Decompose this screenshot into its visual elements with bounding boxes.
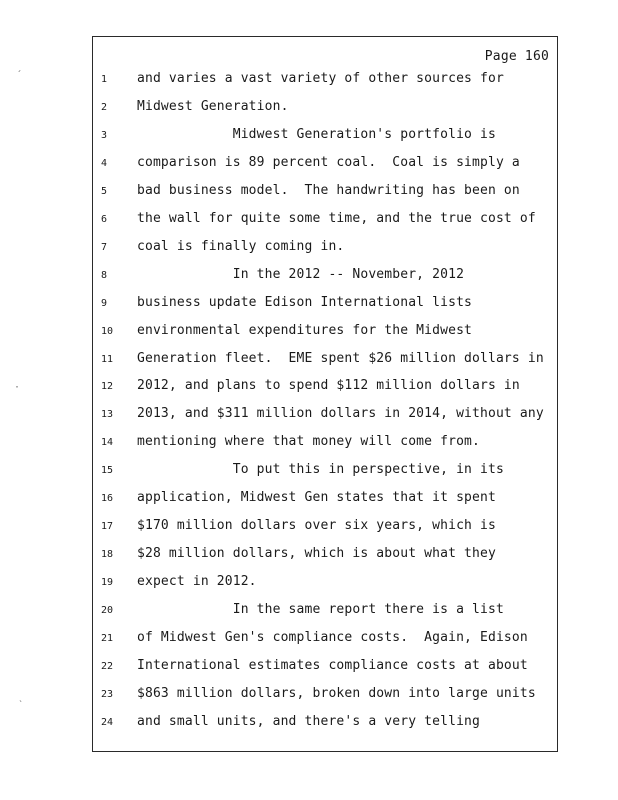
line-text: International estimates compliance costs at about — [137, 657, 528, 673]
line-text: 2013, and $311 million dollars in 2014, without any — [137, 406, 544, 422]
transcript-line — [93, 351, 559, 373]
line-number: 12 — [101, 381, 114, 393]
line-number: 24 — [101, 716, 114, 728]
transcript-line — [93, 99, 559, 121]
line-text: Midwest Generation's portfolio is — [137, 126, 496, 142]
transcript-line — [93, 155, 559, 177]
transcript-line — [93, 127, 559, 149]
line-number: 5 — [101, 185, 108, 197]
transcript-line — [93, 323, 559, 345]
line-number: 22 — [101, 660, 114, 672]
transcript-line — [93, 686, 559, 708]
line-number: 8 — [101, 269, 108, 281]
line-text: of Midwest Gen's compliance costs. Again, Edison — [137, 630, 528, 645]
transcript-line — [93, 267, 559, 289]
transcript-line — [93, 714, 559, 736]
transcript-line — [93, 602, 559, 624]
line-number: 7 — [101, 241, 108, 253]
line-number: 23 — [101, 688, 114, 700]
line-number: 4 — [101, 157, 108, 169]
line-number: 13 — [101, 409, 114, 421]
line-number: 6 — [101, 213, 108, 225]
transcript-line — [93, 406, 559, 428]
line-number: 18 — [101, 549, 114, 561]
line-text: mentioning where that money will come from. — [137, 434, 480, 450]
line-text: $863 million dollars, broken down into large units — [137, 685, 536, 701]
transcript-line — [93, 434, 559, 456]
line-text: and small units, and there's a very telling — [137, 713, 480, 729]
transcript-line — [93, 658, 559, 680]
margin-mark: · — [14, 382, 21, 393]
line-text: 2012, and plans to spend $112 million dollars in — [137, 378, 520, 394]
transcript-page — [92, 36, 558, 752]
transcript-line — [93, 518, 559, 540]
line-text: expect in 2012. — [137, 574, 257, 590]
line-text: bad business model. The handwriting has been on — [137, 182, 520, 198]
line-number: 2 — [101, 101, 108, 113]
line-text: comparison is 89 percent coal. Coal is simply a — [137, 154, 520, 170]
line-text: and varies a vast variety of other sources for — [137, 71, 504, 86]
transcript-line — [93, 183, 559, 205]
line-number: 21 — [101, 633, 114, 644]
line-text: business update Edison International lists — [137, 294, 473, 310]
line-number: 10 — [101, 325, 114, 337]
line-text: Generation fleet. EME spent $26 million dollars in — [137, 350, 544, 366]
line-text: coal is finally coming in. — [137, 238, 345, 254]
transcript-line — [93, 295, 559, 317]
line-number: 17 — [101, 521, 114, 533]
line-text: environmental expenditures for the Midwest — [137, 322, 473, 338]
line-text: Midwest Generation. — [137, 98, 289, 114]
line-number: 3 — [101, 129, 108, 141]
transcript-line — [93, 546, 559, 568]
line-number: 14 — [101, 437, 114, 449]
line-number: 1 — [101, 74, 108, 85]
transcript-line — [93, 490, 559, 512]
transcript-line — [93, 462, 559, 484]
line-text: the wall for quite some time, and the true cost of — [137, 210, 536, 226]
line-text: In the same report there is a list — [137, 602, 504, 618]
line-number: 11 — [101, 353, 114, 365]
line-text: $28 million dollars, which is about what they — [137, 546, 496, 562]
line-text: In the 2012 -- November, 2012 — [137, 266, 465, 282]
margin-mark: ´ — [16, 70, 23, 81]
transcript-line — [93, 378, 559, 400]
line-number: 15 — [101, 465, 114, 477]
transcript-line — [93, 574, 559, 596]
transcript-line — [93, 71, 559, 93]
transcript-line — [93, 630, 559, 652]
transcript-line — [93, 239, 559, 261]
line-number: 16 — [101, 493, 114, 505]
line-number: 19 — [101, 577, 114, 589]
line-number: 20 — [101, 605, 114, 617]
line-text: $170 million dollars over six years, which is — [137, 518, 496, 534]
page-number: Page 160 — [484, 49, 549, 64]
line-number: 9 — [101, 297, 108, 309]
line-text: To put this in perspective, in its — [137, 462, 504, 478]
transcript-line — [93, 211, 559, 233]
line-text: application, Midwest Gen states that it spent — [137, 490, 496, 506]
margin-mark: ˋ — [18, 700, 25, 711]
